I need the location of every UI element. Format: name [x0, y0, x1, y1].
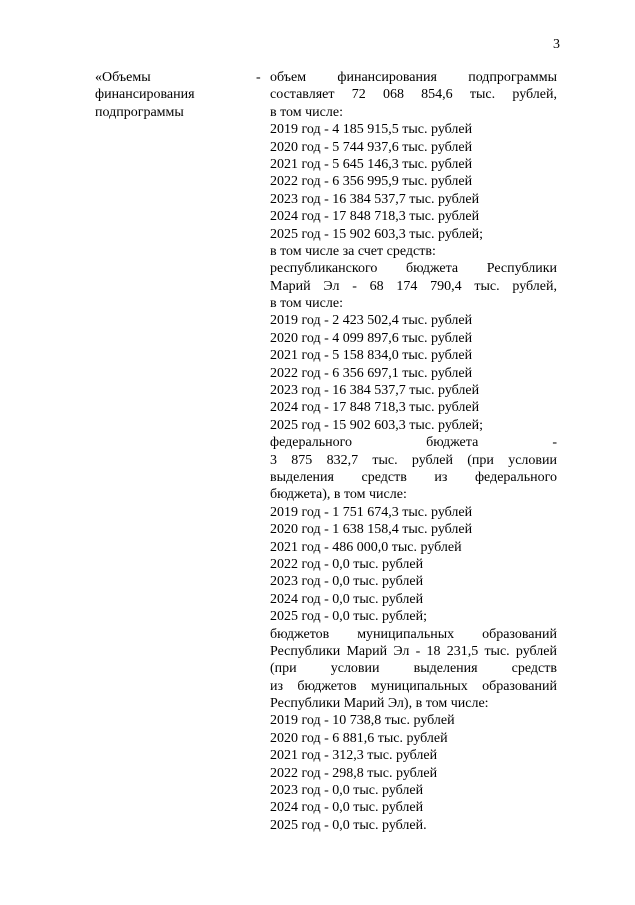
text-line: 2023 год - 0,0 тыс. рублей — [270, 783, 424, 799]
text-line: Республики Марий Эл), в том числе: — [270, 696, 489, 712]
text-line: 2024 год - 17 848 718,3 тыс. рублей — [270, 209, 480, 225]
text-line: 2024 год - 0,0 тыс. рублей — [270, 800, 424, 816]
text-line: 2022 год - 6 356 995,9 тыс. рублей — [270, 174, 473, 190]
text-line: 3 875 832,7 тыс. рублей (при условии — [270, 452, 557, 468]
text-line: в том числе: — [270, 104, 343, 120]
text-line: в том числе: — [270, 296, 343, 312]
text-line: составляет 72 068 854,6 тыс. рублей, — [270, 87, 557, 103]
text-line: 2024 год - 17 848 718,3 тыс. рублей — [270, 400, 480, 416]
text-line: 2021 год - 5 645 146,3 тыс. рублей — [270, 156, 473, 172]
text-line: 2022 год - 6 356 697,1 тыс. рублей — [270, 365, 473, 381]
text-line: 2021 год - 5 158 834,0 тыс. рублей — [270, 348, 473, 364]
text-line: выделения средств из федерального — [270, 469, 557, 485]
label-line: финансирования — [95, 87, 195, 103]
text-line: 2022 год - 298,8 тыс. рублей — [270, 765, 438, 781]
label-line: «Объемы — [95, 70, 151, 85]
text-line: 2019 год - 1 751 674,3 тыс. рублей — [270, 504, 473, 520]
label-line: подпрограммы — [95, 104, 184, 120]
text-line: 2019 год - 4 185 915,5 тыс. рублей — [270, 122, 473, 138]
text-line: республиканского бюджета Республики — [270, 261, 557, 277]
text-line: 2021 год - 486 000,0 тыс. рублей — [270, 539, 462, 555]
text-line: (при условии выделения средств — [270, 661, 557, 677]
text-line: федерального бюджета - — [270, 435, 557, 451]
text-line: 2023 год - 16 384 537,7 тыс. рублей — [270, 383, 480, 399]
text-line: из бюджетов муниципальных образований — [270, 678, 557, 694]
text-line: Республики Марий Эл - 18 231,5 тыс. рублей — [270, 643, 557, 659]
page-number: 3 — [553, 37, 560, 52]
funding-description — [270, 69, 557, 834]
text-line: 2019 год - 10 738,8 тыс. рублей — [270, 713, 455, 729]
text-line: в том числе за счет средств: — [270, 243, 436, 259]
text-line: 2023 год - 16 384 537,7 тыс. рублей — [270, 191, 480, 207]
text-line: 2024 год - 0,0 тыс. рублей — [270, 591, 424, 607]
text-line: 2025 год - 0,0 тыс. рублей. — [270, 817, 427, 833]
text-line: 2025 год - 15 902 603,3 тыс. рублей; — [270, 417, 484, 433]
text-line: 2025 год - 0,0 тыс. рублей; — [270, 609, 428, 625]
separator-dash: - — [256, 70, 261, 85]
text-line: 2020 год - 1 638 158,4 тыс. рублей — [270, 522, 473, 538]
text-line: объем финансирования подпрограммы — [270, 70, 557, 85]
text-line: 2022 год - 0,0 тыс. рублей — [270, 556, 424, 572]
text-line: Марий Эл - 68 174 790,4 тыс. рублей, — [270, 278, 557, 294]
text-line: 2023 год - 0,0 тыс. рублей — [270, 574, 424, 590]
text-line: 2019 год - 2 423 502,4 тыс. рублей — [270, 313, 473, 329]
text-line: бюджета), в том числе: — [270, 487, 407, 503]
text-line: бюджетов муниципальных образований — [270, 626, 557, 642]
text-line: 2020 год - 6 881,6 тыс. рублей — [270, 730, 448, 746]
text-line: 2020 год - 5 744 937,6 тыс. рублей — [270, 139, 473, 155]
row-label — [95, 69, 245, 121]
text-line: 2020 год - 4 099 897,6 тыс. рублей — [270, 330, 473, 346]
text-line: 2025 год - 15 902 603,3 тыс. рублей; — [270, 226, 484, 242]
text-line: 2021 год - 312,3 тыс. рублей — [270, 748, 438, 764]
